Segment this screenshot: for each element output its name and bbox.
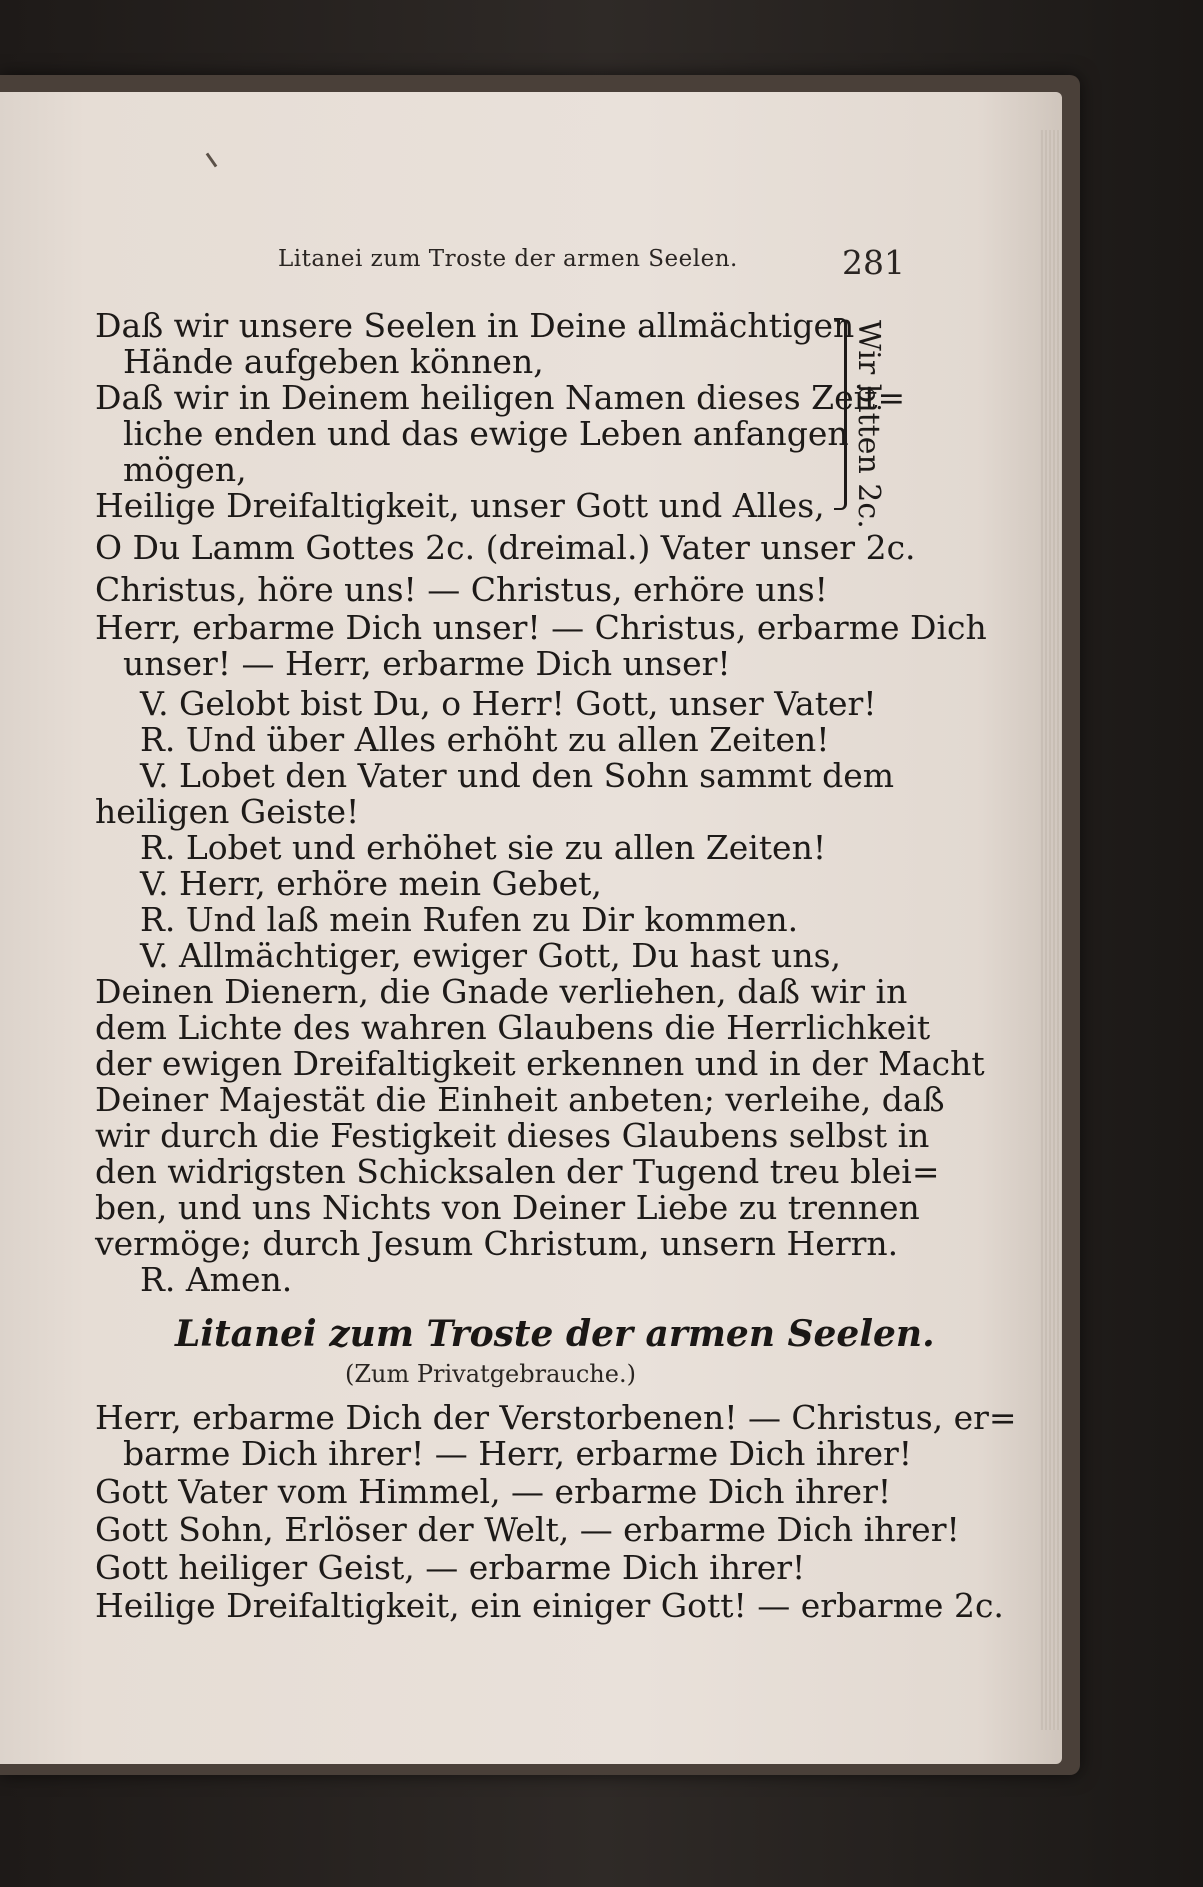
text-line: R. Amen.	[140, 1260, 293, 1299]
text-line: V. Allmächtiger, ewiger Gott, Du hast uns,	[140, 936, 842, 975]
text-line: V. Lobet den Vater und den Sohn sammt dem	[140, 756, 895, 795]
text-line: ben, und uns Nichts von Deiner Liebe zu trennen	[95, 1188, 920, 1227]
text-line: mögen,	[123, 450, 247, 489]
section-subtitle: (Zum Privatgebrauche.)	[345, 1360, 636, 1388]
text-line: Hände aufgeben können,	[123, 342, 544, 381]
text-line: Deinen Dienern, die Gnade verliehen, daß wir in	[95, 972, 908, 1011]
text-line: der ewigen Dreifaltigkeit erkennen und in der Macht	[95, 1044, 985, 1083]
text-line: heiligen Geiste!	[95, 792, 360, 831]
text-line: O Du Lamm Gottes 2c. (dreimal.) Vater unser 2c.	[95, 528, 916, 567]
section-title: Litanei zum Troste der armen Seelen.	[175, 1313, 935, 1355]
text-line: Gott Sohn, Erlöser der Welt, — erbarme Dich ihrer!	[95, 1510, 960, 1549]
text-line: R. Und über Alles erhöht zu allen Zeiten!	[140, 720, 830, 759]
text-line: Herr, erbarme Dich der Verstorbenen! — Christus, er=	[95, 1398, 1017, 1437]
text-line: unser! — Herr, erbarme Dich unser!	[123, 644, 731, 683]
text-line: Daß wir unsere Seelen in Deine allmächtigen	[95, 306, 855, 345]
text-line: V. Herr, erhöre mein Gebet,	[140, 864, 602, 903]
text-line: V. Gelobt bist Du, o Herr! Gott, unser Vater!	[140, 684, 877, 723]
text-line: Heilige Dreifaltigkeit, unser Gott und Alles,	[95, 486, 825, 525]
text-line: dem Lichte des wahren Glaubens die Herrlichkeit	[95, 1008, 931, 1047]
text-line: wir durch die Festigkeit dieses Glaubens selbst in	[95, 1116, 930, 1155]
text-line: Christus, höre uns! — Christus, erhöre uns!	[95, 570, 828, 609]
text-line: Gott Vater vom Himmel, — erbarme Dich ihrer!	[95, 1472, 892, 1511]
text-line: Daß wir in Deinem heiligen Namen dieses Zeit=	[95, 378, 906, 417]
page-edge	[1040, 130, 1062, 1730]
side-refrain: Wir bitten 2c.	[851, 320, 886, 529]
text-line: R. Lobet und erhöhet sie zu allen Zeiten!	[140, 828, 827, 867]
text-line: Herr, erbarme Dich unser! — Christus, erbarme Dich	[95, 608, 987, 647]
text-line: Heilige Dreifaltigkeit, ein einiger Gott! — erbarme 2c.	[95, 1586, 1004, 1625]
text-line: R. Und laß mein Rufen zu Dir kommen.	[140, 900, 799, 939]
text-line: liche enden und das ewige Leben anfangen	[123, 414, 849, 453]
page-number: 281	[842, 243, 905, 282]
text-line: vermöge; durch Jesum Christum, unsern Herrn.	[95, 1224, 899, 1263]
running-head: Litanei zum Troste der armen Seelen.	[278, 246, 738, 272]
text-line: Deiner Majestät die Einheit anbeten; verleihe, daß	[95, 1080, 945, 1119]
text-line: den widrigsten Schicksalen der Tugend treu blei=	[95, 1152, 940, 1191]
text-line: Gott heiliger Geist, — erbarme Dich ihrer!	[95, 1548, 806, 1587]
text-line: barme Dich ihrer! — Herr, erbarme Dich ihrer!	[123, 1434, 913, 1473]
